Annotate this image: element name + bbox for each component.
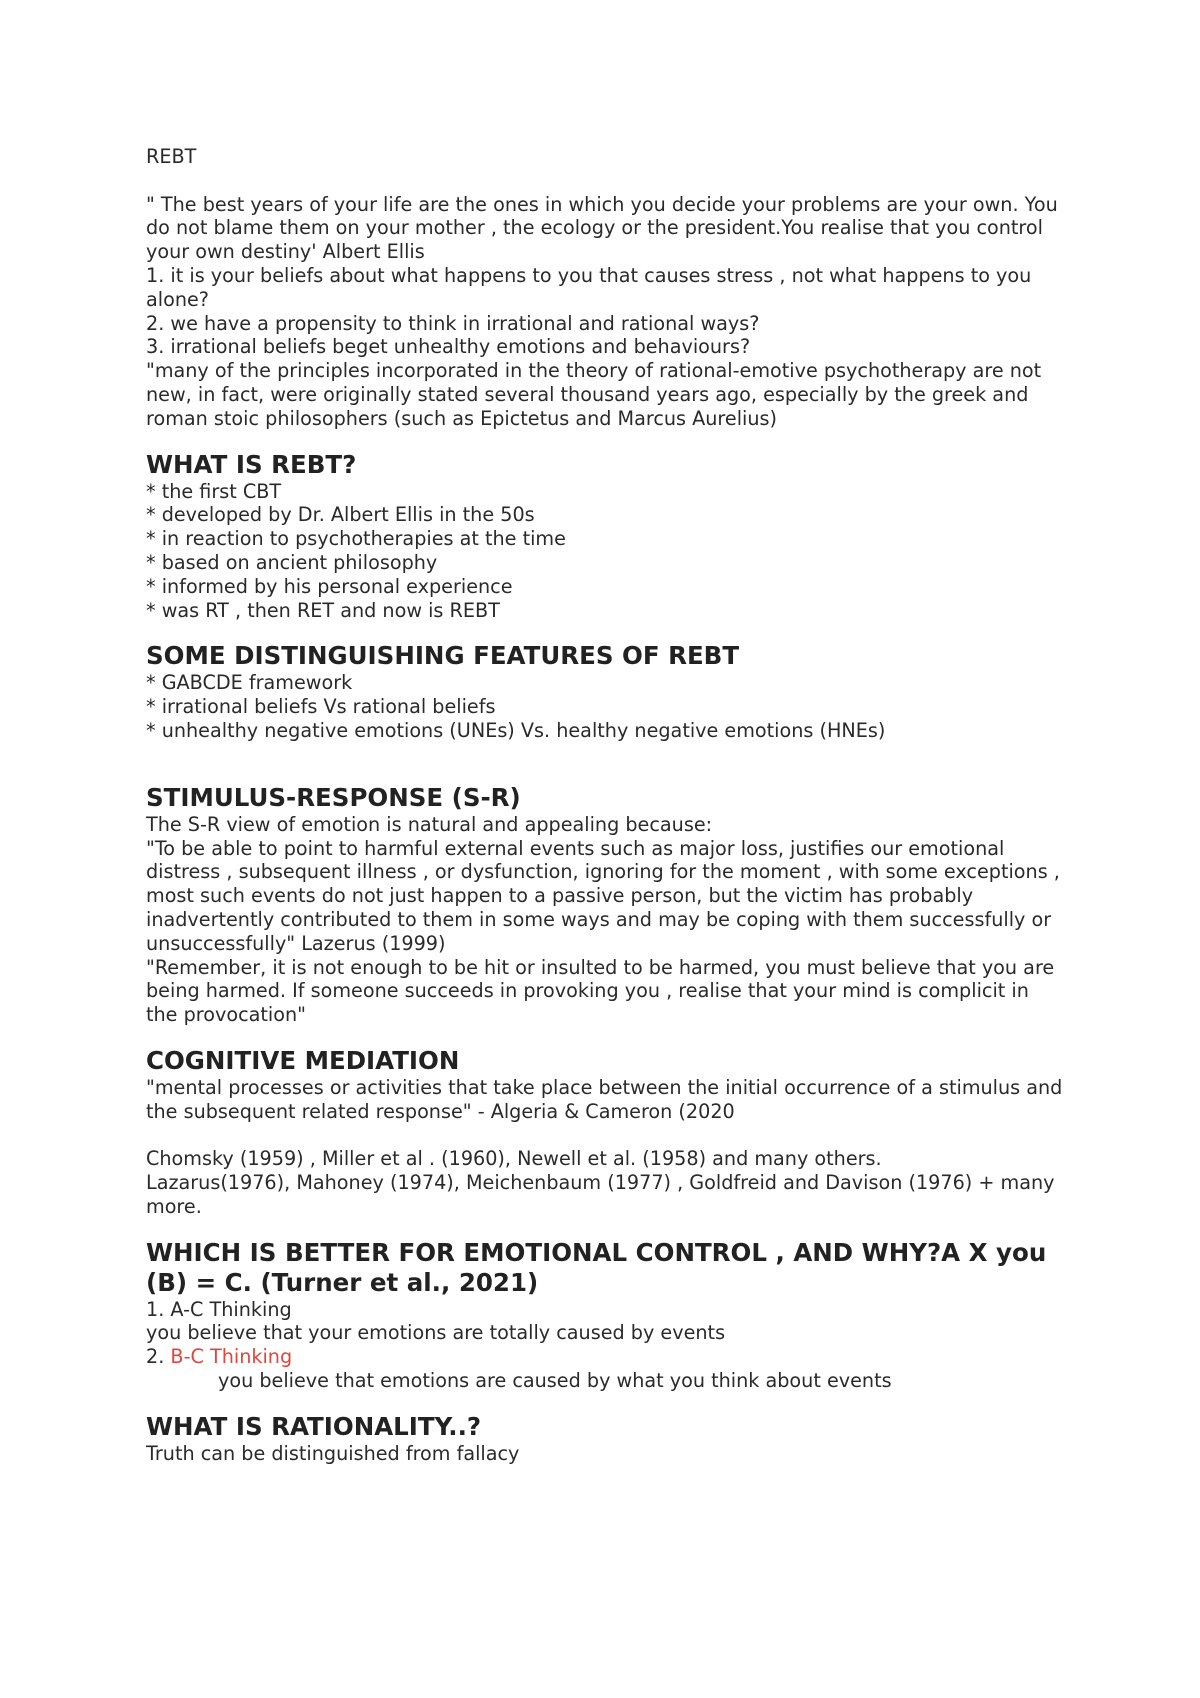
cognitive-quote: "mental processes or activities that take place between the initial occurrence of a stimulus and the subsequent related response" - Algeria & Cameron (2020: [146, 1075, 1063, 1123]
bc-thinking-label: B-C Thinking: [170, 1345, 293, 1369]
doc-title: REBT: [146, 145, 197, 168]
list-item: * based on ancient philosophy: [146, 550, 438, 574]
heading-cognitive-mediation: COGNITIVE MEDIATION: [146, 1045, 460, 1075]
heading-emotional-control: WHICH IS BETTER FOR EMOTIONAL CONTROL , AND WHY?A X you (B) = C. (Turner et al., 2021): [146, 1237, 1047, 1297]
intro-point-3: 3. irrational beliefs beget unhealthy emotions and behaviours?: [146, 335, 751, 359]
ac-thinking-label: 1. A-C Thinking: [146, 1297, 292, 1321]
stimulus-intro: The S-R view of emotion is natural and appealing because:: [146, 812, 713, 836]
heading-stimulus-response: STIMULUS-RESPONSE (S-R): [146, 782, 521, 812]
intro-point-1: 1. it is your beliefs about what happens to you that causes stress , not what happens to you alone?: [146, 263, 1032, 311]
list-item: * informed by his personal experience: [146, 574, 513, 598]
references-2: Lazarus(1976), Mahoney (1974), Meichenbaum (1977) , Goldfreid and Davison (1976) + many more.: [146, 1171, 1055, 1218]
references-1: Chomsky (1959) , Miller et al . (1960), Newell et al. (1958) and many others.: [146, 1147, 882, 1171]
heading-rationality: WHAT IS RATIONALITY..?: [146, 1411, 482, 1441]
list-item: * in reaction to psychotherapies at the time: [146, 527, 566, 551]
heading-distinguishing-features: SOME DISTINGUISHING FEATURES OF REBT: [146, 641, 740, 671]
list-item: * GABCDE framework: [146, 671, 353, 695]
list-item: * irrational beliefs Vs rational beliefs: [146, 695, 496, 719]
list-item: * developed by Dr. Albert Ellis in the 50s: [146, 503, 535, 527]
list-item: * was RT , then RET and now is REBT: [146, 598, 500, 622]
intro-point-2: 2. we have a propensity to think in irrational and rational ways?: [146, 311, 760, 335]
intro-quote: " The best years of your life are the ones in which you decide your problems are your own. You do not blame them on your mother , the ecology or the president.You realise that you control your own destiny' Albert Ellis: [146, 192, 1058, 264]
bc-thinking-number: 2.: [146, 1345, 171, 1369]
heading-what-is-rebt: WHAT IS REBT?: [146, 449, 357, 479]
lazerus-quote: "To be able to point to harmful external events such as major loss, justifies our emotional distress , subsequent illness , or dysfunction, ignoring for the moment , with some exceptions , most such events do not just happen to a passive person, but the victim has probably inadvertently contributed to them in some ways and may be coping with them successfully or unsuccessfully" Lazerus (1999): [146, 836, 1060, 955]
bc-thinking-desc: you believe that emotions are caused by what you think about events: [218, 1369, 892, 1393]
document-body: [146, 145, 1066, 1466]
list-item: * unhealthy negative emotions (UNEs) Vs. healthy negative emotions (HNEs): [146, 718, 886, 742]
list-item: * the first CBT: [146, 479, 282, 503]
bc-thinking-item: [146, 1345, 1066, 1369]
remember-quote: "Remember, it is not enough to be hit or insulted to be harmed, you must believe that you are being harmed. If someone succeeds in provoking you , realise that your mind is complicit in the provocation": [146, 955, 1055, 1027]
ac-thinking-desc: you believe that your emotions are totally caused by events: [146, 1321, 726, 1345]
rationality-text: Truth can be distinguished from fallacy: [146, 1441, 520, 1465]
stoic-quote: "many of the principles incorporated in the theory of rational-emotive psychotherapy are not new, in fact, were originally stated several thousand years ago, especially by the greek and roman stoic philosophers (such as Epictetus and Marcus Aurelius): [146, 359, 1042, 430]
